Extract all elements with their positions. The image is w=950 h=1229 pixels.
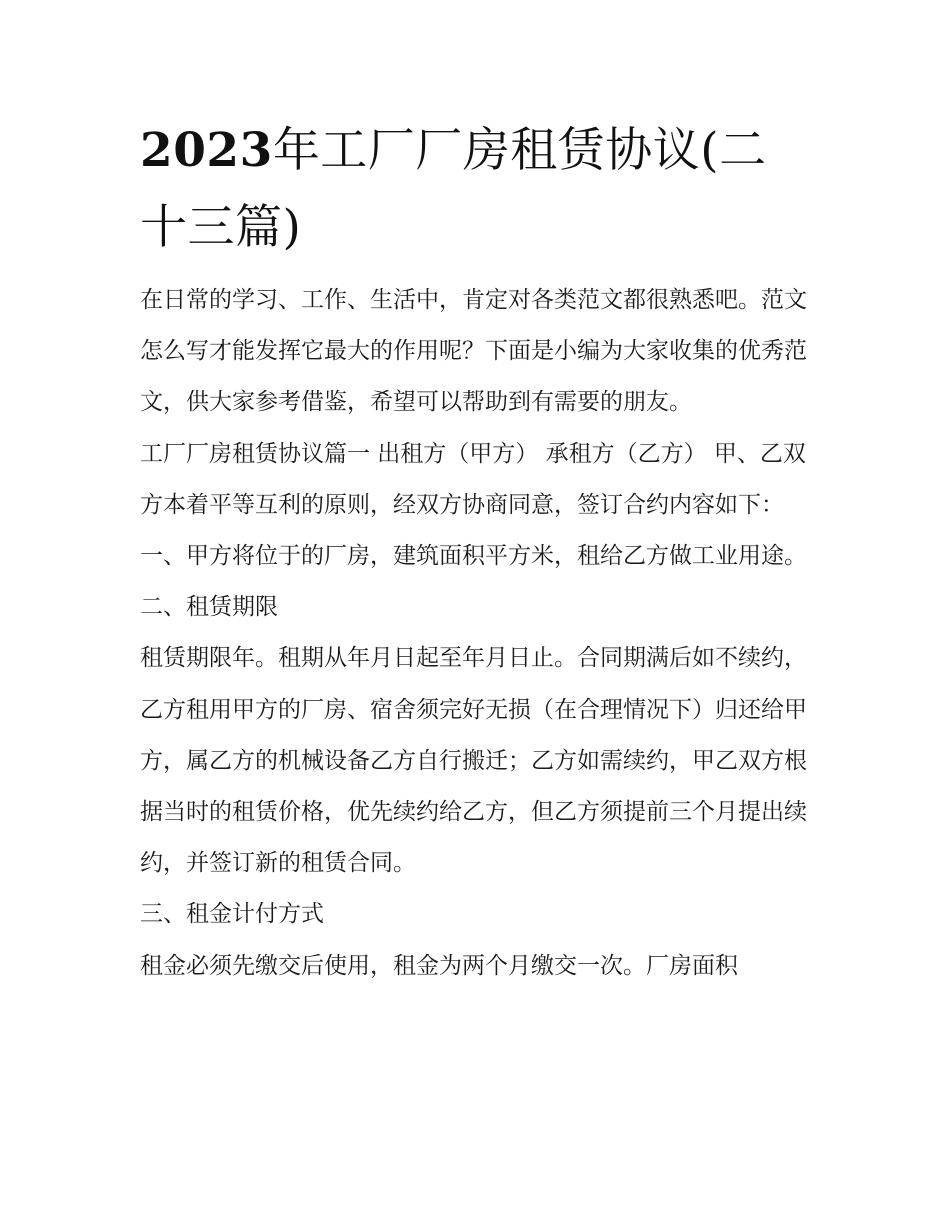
document-title [140, 112, 800, 266]
title-text: 年工厂厂房租赁协议(二十三篇) [140, 123, 767, 255]
paragraph-clause-3-heading: 三、租金计付方式 [140, 901, 324, 928]
paragraph-lease-term: 租赁期限年。租期从年月日起至年月日止。合同期满后如不续约，乙方租用甲方的厂房、宿舍须完好无损（在合理情况下）归还给甲方，属乙方的机械设备乙方自行搬迁；乙方如需续约，甲乙双方根据当时的租赁价格，优先续约给乙方，但乙方须提前三个月提出续约，并签订新的租赁合同。 [140, 645, 807, 877]
title-year: 2023 [140, 123, 273, 178]
document-body [140, 275, 812, 992]
paragraph-rent: 租金必须先缴交后使用，租金为两个月缴交一次。厂房面积 [140, 952, 738, 979]
paragraph-clause-1: 一、甲方将位于的厂房，建筑面积平方米，租给乙方做工业用途。 二、租赁期限 [140, 543, 807, 621]
paragraph-parties: 工厂厂房租赁协议篇一 出租方（甲方） 承租方（乙方） 甲、乙双方本着平等互利的原则，经双方协商同意，签订合约内容如下： [140, 440, 806, 518]
paragraph-intro: 在日常的学习、工作、生活中，肯定对各类范文都很熟悉吧。范文怎么写才能发挥它最大的作用呢？下面是小编为大家收集的优秀范文，供大家参考借鉴，希望可以帮助到有需要的朋友。 [140, 287, 807, 416]
